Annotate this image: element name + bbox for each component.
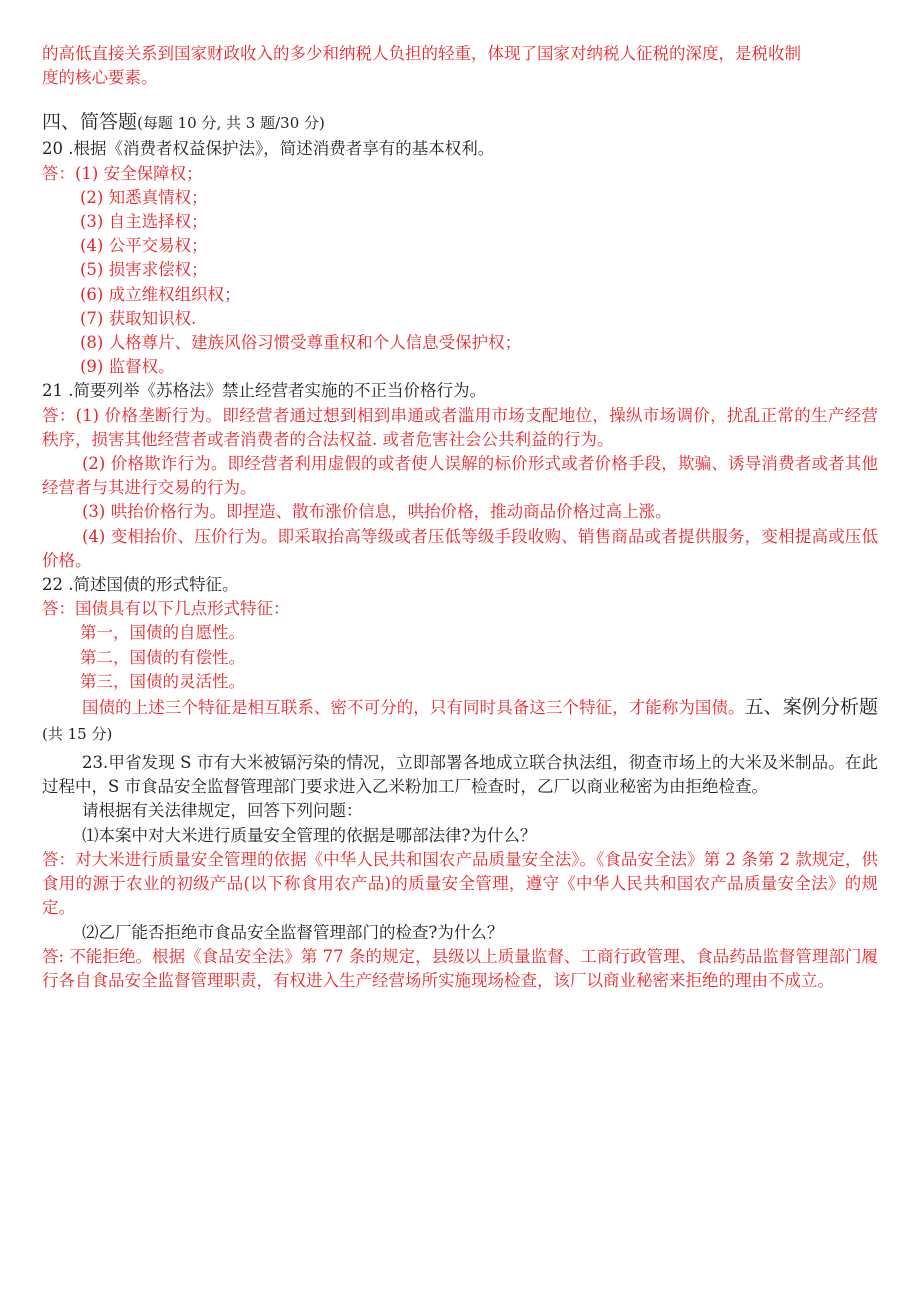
q22-question: 22 .简述国债的形式特征。 xyxy=(42,575,239,595)
q20-answer-item-6: (6) 成立维权组织权； xyxy=(80,284,241,304)
q20-answer-item-4: (4) 公平交易权； xyxy=(80,236,208,256)
q20-answer-prefix: 答： xyxy=(42,163,75,183)
q23-sub1-question: ⑴本案中对大米进行质量安全管理的依据是哪部法律?为什么？ xyxy=(82,825,537,845)
q20-answer-item-2: (2) 知悉真情权； xyxy=(80,187,208,207)
q21-answer-3: (3) 哄抬价格行为。即捏造、散布涨价信息，哄抬价格，推动商品价格过高上涨。 xyxy=(82,502,672,522)
q23-sub2-answer: 答: 不能拒绝。根据《食品安全法》第 77 条的规定，县级以上质量监督、工商行政管理、食品药品监督管理部门履行各自食品安全监督管理职责，有权进入生产经营场所实施现场检查，该厂以商业秘密来拒绝的理由不成立。 xyxy=(42,946,878,990)
q20-answer-item-8: (8) 人格尊片、建族风俗习惯受尊重权和个人信息受保护权； xyxy=(80,333,522,353)
q22-answer-item-1: 第一，国债的自愿性。 xyxy=(80,623,245,643)
q21-answer-4: (4) 变相抬价、压价行为。即采取抬高等级或者压低等级手段收购、销售商品或者提供服务，变相提高或压低价格。 xyxy=(42,526,878,570)
section-5-note: (共 15 分) xyxy=(42,725,113,744)
q23-sub2-question: ⑵乙厂能否拒绝市食品安全监督管理部门的检查?为什么？ xyxy=(82,922,504,942)
intro-line-2: 度的核心要素。 xyxy=(42,68,158,88)
q21-answer-1: 答：(1) 价格垄断行为。即经营者通过想到相到串通或者滥用市场支配地位，操纵市场调价，扰乱正常的生产经营秩序，损害其他经营者或者消费者的合法权益. 或者危害社会公共利益的行为。 xyxy=(42,405,878,449)
q20-answer-item-1: 答：(1) 安全保障权； xyxy=(42,163,203,183)
intro-line-1: 的高低直接关系到国家财政收入的多少和纳税人负担的轻重，体现了国家对纳税人征税的深度，是税收制 xyxy=(42,44,801,63)
q22-answer-item-3: 第三，国债的灵活性。 xyxy=(80,671,245,691)
q20-answer-item-5: (5) 损害求偿权； xyxy=(80,260,208,280)
q20-answer xyxy=(42,162,878,380)
q20-answer-item-9: (9) 监督权。 xyxy=(80,357,175,377)
q22-answer-item-2: 第二，国债的有偿性。 xyxy=(80,647,245,667)
q20-answer-item-7: (7) 获取知识权. xyxy=(80,308,197,328)
section-4-title: 四、简答题 xyxy=(42,111,138,134)
q21-answer-prefix: 答： xyxy=(42,405,76,425)
q21-answer-2: (2) 价格欺诈行为。即经营者利用虚假的或者使人误解的标价形式或者价格手段，欺骗、诱导消费者或者其他经营者与其进行交易的行为。 xyxy=(42,454,878,498)
q23-prompt: 请根据有关法律规定，回答下列问题： xyxy=(82,801,363,821)
q23-sub1-answer: 答：对大米进行质量安全管理的依据《中华人民共和国农产品质量安全法》。《食品安全法》第 2 条第 2 款规定，供食用的源于农业的初级产品(以下称食用农产品)的质量安全管理，遵守《中华人民共和国农产品质量安全法》的规定。 xyxy=(42,849,878,918)
q21-question: 21 .简要列举《苏格法》禁止经营者实施的不正当价格行为。 xyxy=(42,381,486,401)
q22-answer-prefix: 答： xyxy=(42,599,75,619)
q22-answer-lead: 答：国债具有以下几点形式特征： xyxy=(42,599,290,619)
q22-conclusion: 国债的上述三个特征是相互联系、密不可分的，只有同时具备这三个特征，才能称为国债。 xyxy=(82,698,745,718)
section-4-note: (每题 10 分, 共 3 题/30 分) xyxy=(137,114,325,133)
section-5-title: 五、案例分析题 xyxy=(744,696,878,719)
q23-case: 23.甲省发现 S 市有大米被镉污染的情况，立即部署各地成立联合执法组，彻查市场上的大米及米制品。在此过程中，S 市食品安全监督管理部门要求进入乙米粉加工厂检查时，乙厂以商业秘密为由拒绝检查。 xyxy=(42,753,878,797)
section-4-heading xyxy=(42,108,878,137)
document-page xyxy=(42,42,878,993)
q20-answer-item-3: (3) 自主选择权； xyxy=(80,212,208,232)
q22-conclusion-and-section-5 xyxy=(42,694,878,747)
q20-question: 20 .根据《消费者权益保护法》，简述消费者享有的基本权利。 xyxy=(42,139,495,159)
